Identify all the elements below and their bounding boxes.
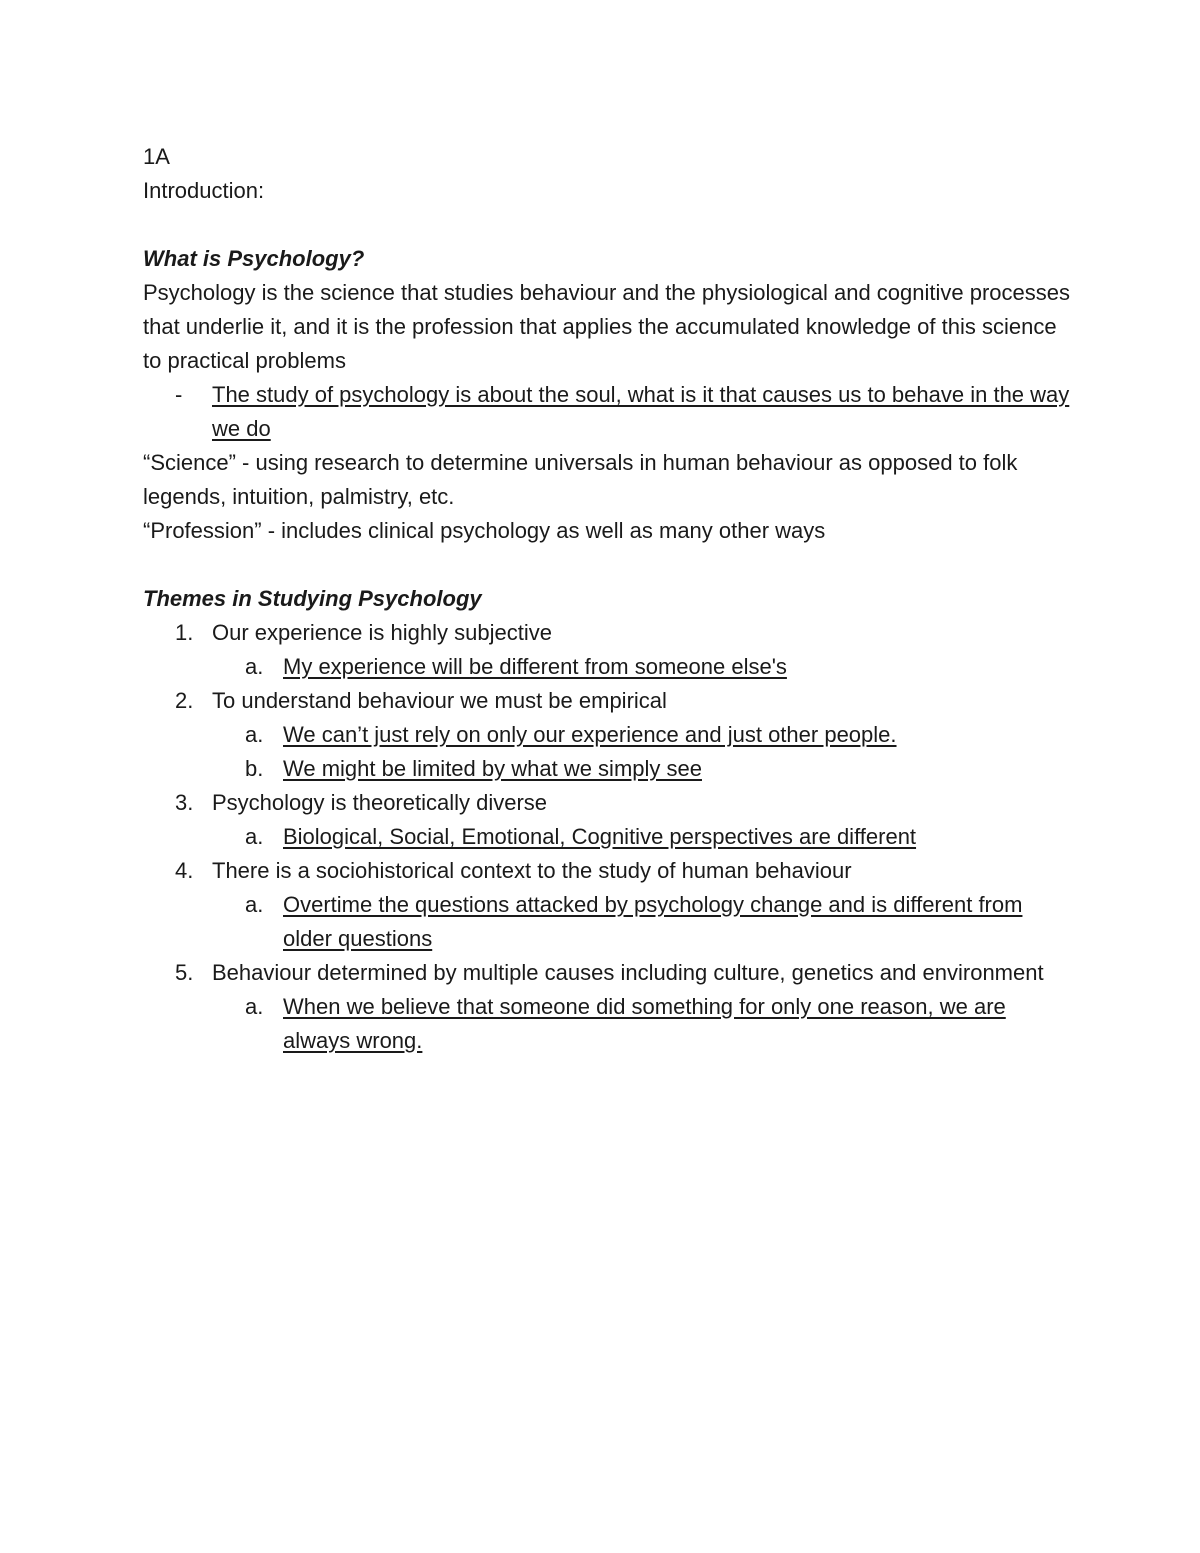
theme-text: Our experience is highly subjective <box>212 620 552 645</box>
theme-item <box>143 684 1073 718</box>
theme-number: 1. <box>175 620 194 645</box>
theme-subitem <box>143 820 1073 854</box>
theme-subitem <box>143 752 1073 786</box>
subitem-text: When we believe that someone did something for only one reason, we are always wrong. <box>283 994 1006 1053</box>
intro-label: Introduction: <box>143 178 265 203</box>
spacer <box>143 208 1073 242</box>
dash-bullet-item <box>143 378 1073 446</box>
spacer <box>143 548 1073 582</box>
theme-text: Psychology is theoretically diverse <box>212 790 548 815</box>
subitem-text: We might be limited by what we simply see <box>283 756 702 781</box>
theme-number: 3. <box>175 790 194 815</box>
theme-item <box>143 854 1073 888</box>
profession-note: “Profession” - includes clinical psychology as well as many other ways <box>143 518 826 543</box>
theme-text: To understand behaviour we must be empirical <box>212 688 667 713</box>
dash-marker: - <box>175 382 183 407</box>
section-heading-themes: Themes in Studying Psychology <box>143 586 482 611</box>
subitem-text: Overtime the questions attacked by psychology change and is different from older questions <box>283 892 1023 951</box>
subitem-letter: a. <box>245 892 264 917</box>
subitem-letter: a. <box>245 994 264 1019</box>
theme-subitem <box>143 718 1073 752</box>
theme-number: 4. <box>175 858 194 883</box>
dash-bullet-text: The study of psychology is about the soul, what is it that causes us to behave in the way we do <box>212 382 1070 441</box>
document-page <box>143 140 1073 1058</box>
theme-item <box>143 786 1073 820</box>
theme-subitem <box>143 990 1073 1058</box>
subitem-letter: a. <box>245 722 264 747</box>
science-note: “Science” - using research to determine universals in human behaviour as opposed to folk legends, intuition, palmistry, etc. <box>143 450 1018 509</box>
document-code: 1A <box>143 144 170 169</box>
subitem-text: Biological, Social, Emotional, Cognitive perspectives are different <box>283 824 917 849</box>
theme-subitem <box>143 888 1073 956</box>
theme-number: 2. <box>175 688 194 713</box>
theme-subitem <box>143 650 1073 684</box>
section-heading-what-is-psychology: What is Psychology? <box>143 246 365 271</box>
theme-item <box>143 616 1073 650</box>
theme-number: 5. <box>175 960 194 985</box>
theme-text: Behaviour determined by multiple causes including culture, genetics and environment <box>212 960 1044 985</box>
subitem-text: We can’t just rely on only our experience and just other people. <box>283 722 897 747</box>
subitem-text: My experience will be different from someone else's <box>283 654 787 679</box>
subitem-letter: a. <box>245 824 264 849</box>
definition-paragraph: Psychology is the science that studies behaviour and the physiological and cognitive processes that underlie it, and it is the profession that applies the accumulated knowledge of this science to practical problems <box>143 280 1070 373</box>
theme-text: There is a sociohistorical context to the study of human behaviour <box>212 858 852 883</box>
subitem-letter: a. <box>245 654 264 679</box>
subitem-letter: b. <box>245 756 264 781</box>
theme-item <box>143 956 1073 990</box>
